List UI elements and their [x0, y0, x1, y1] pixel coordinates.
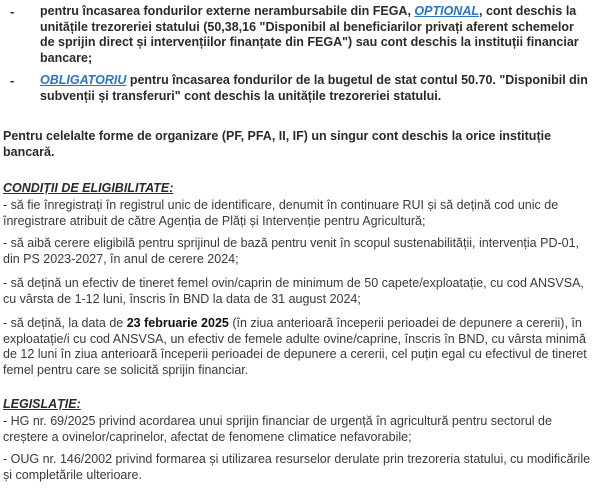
- legislation-item-2: - OUG nr. 146/2002 privind formarea și utilizarea resurselor derulate prin trezoreria statului, cu modificările și completările ulterioare.: [3, 452, 591, 482]
- other-forms-paragraph: Pentru celelalte forme de organizare (PF, PFA, II, IF) un singur cont deschis la orice instituție bancară.: [3, 129, 552, 159]
- reference-date: 23 februarie 2025: [126, 316, 229, 330]
- bullet-dash: -: [10, 4, 15, 19]
- eligibility-item-1: - să fie înregistrați în registrul unic de identificare, denumit în continuare RUI și să dețină cod unic de înregistrare atribuit de către Agenția de Plăți și Intervenție pentru Agricultură;: [3, 198, 559, 228]
- bullet-text: pentru încasarea fondurilor externe nerambursabile din FEGA, OPTIONAL, cont deschis la unitățile trezoreriei statului (50,38,16 "Disponibil al beneficiarilor privați aferent schemelor de sprijin direct și intervențiilor finanțate din FEGA") sau cont deschis la instituții financiar bancare;: [40, 4, 579, 65]
- optional-link[interactable]: OPTIONAL: [414, 4, 479, 18]
- obligatoriu-link[interactable]: OBLIGATORIU: [40, 73, 127, 87]
- legislation-heading: LEGISLAȚIE:: [3, 397, 81, 411]
- bullet-text: OBLIGATORIU pentru încasarea fondurilor de la bugetul de stat contul 50.70. "Disponibil din subvenții și transferuri" cont deschis la unitățile trezoreriei statului.: [40, 73, 588, 103]
- eligibility-item-4: - să dețină, la data de 23 februarie 2025 (în ziua anterioară începerii perioadei de depunere a cererii), în exploatație/i cu cod ANSVSA, un efectiv de femele adulte ovine/caprine, înscris în BND, cu vârsta minimă de 12 luni în ziua anterioară începerii perioadei de depunere a cererii, cel puțin egal cu efectivul de tineret femel pentru care se solicită sprijin financiar.: [3, 316, 587, 377]
- legislation-item-1: - HG nr. 69/2025 privind acordarea unui sprijin financiar de urgență în agricultură pentru sectorul de creștere a ovinelor/caprinelor, afectat de fenomene climatice nefavorabile;: [3, 414, 552, 444]
- eligibility-heading: CONDIȚII DE ELIGIBILITATE:: [3, 181, 174, 195]
- eligibility-item-2: - să aibă cerere eligibilă pentru sprijinul de bază pentru venit în scopul sustenabilității, intervenția PD-01, din PS 2023-2027, în anul de cerere 2024;: [3, 236, 580, 266]
- eligibility-item-3: - să dețină un efectiv de tineret femel ovin/caprin de minimum de 50 capete/exploatație, cu cod ANSVSA, cu vârsta de 1-12 luni, înscris în BND la data de 31 august 2024;: [3, 276, 584, 306]
- bullet-item-state-budget: [10, 73, 588, 121]
- bullet-dash: -: [10, 73, 15, 88]
- bullet-item-fega: [10, 4, 588, 66]
